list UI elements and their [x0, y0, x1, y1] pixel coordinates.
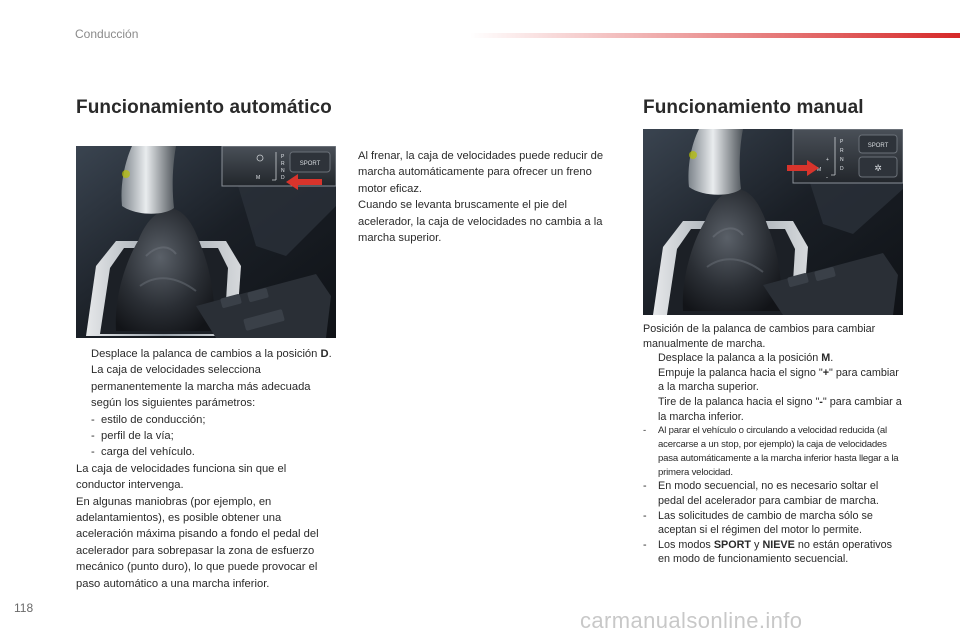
auto-paragraph-1: La caja de velocidades funciona sin que el conductor intervenga.	[76, 462, 287, 492]
auto-line-2: permanentemente la marcha más adecuada	[91, 380, 311, 393]
sport-label-manual: SPORT	[867, 143, 889, 149]
gear-label-p: P	[281, 154, 285, 160]
minus-label: -	[826, 175, 828, 181]
braking-text-column	[358, 148, 620, 246]
gear-label-n-manual: N	[840, 157, 844, 163]
gear-label-n: N	[281, 168, 285, 174]
page-number: 118	[14, 601, 34, 615]
gear-label-m-manual: M	[817, 167, 822, 173]
gear-label-r-manual: R	[840, 148, 844, 154]
dash-item: - En modo secuencial, no es necesario soltar el pedal del acelerador para cambiar de marcha.	[643, 480, 879, 507]
manual-text-column	[643, 322, 905, 567]
auto-line-3: según los siguientes parámetros:	[91, 397, 256, 410]
bullet-item: Desplace la palanca de cambios a la posición D.	[91, 348, 332, 360]
param-item: - carga del vehículo.	[91, 446, 195, 459]
manual-heading: Funcionamiento manual	[643, 97, 864, 118]
dash-item: - Los modos SPORT y NIEVE no están operativos en modo de funcionamiento secuencial.	[643, 538, 893, 566]
auto-line-1: La caja de velocidades selecciona	[91, 364, 261, 377]
gear-label-d-manual: D	[840, 166, 844, 172]
gear-label-d: D	[281, 175, 285, 181]
snow-icon: ✲	[874, 164, 882, 174]
auto-heading: Funcionamiento automático	[76, 97, 332, 118]
bullet-item: Desplace la palanca a la posición M.	[658, 352, 834, 365]
param-item: - perfil de la vía;	[91, 430, 174, 443]
gear-label-p-manual: P	[840, 139, 844, 145]
gear-label-r: R	[281, 161, 285, 167]
gear-lever-photo-auto	[76, 146, 336, 338]
sport-label: SPORT	[299, 161, 321, 167]
bullet-item: Tire de la palanca hacia el signo "-" para cambiar a la marcha inferior.	[658, 395, 902, 423]
auto-paragraph-2: En algunas maniobras (por ejemplo, en adelantamientos), es posible obtener una aceleración máxima pisando a fondo el pedal del acelerador para sobrepasar la zona de esfuerzo mecánico (punto duro), lo que puede provocar el paso automático a una marcha inferior.	[76, 495, 319, 590]
dash-item: - Las solicitudes de cambio de marcha sólo se aceptan si el régimen del motor lo permite.	[643, 509, 873, 537]
bullet-item: Empuje la palanca hacia el signo "+" para cambiar a la marcha superior.	[658, 366, 899, 394]
auto-paragraph-4: Cuando se levanta bruscamente el pie del acelerador, la caja de velocidades no cambia a la marcha superior.	[358, 199, 603, 245]
param-item: - estilo de conducción;	[91, 413, 206, 426]
watermark: carmanualsonline.info	[580, 608, 803, 633]
header-accent-line	[470, 33, 960, 38]
manual-intro: Posición de la palanca de cambios para cambiar manualmente de marcha.	[643, 323, 876, 350]
section-title: Conducción	[75, 27, 139, 41]
gear-label-m: M	[256, 175, 261, 181]
plus-label: +	[826, 157, 829, 163]
auto-text-column	[76, 346, 338, 592]
auto-paragraph-3: Al frenar, la caja de velocidades puede reducir de marcha automáticamente para ofrecer un freno motor eficaz.	[358, 150, 604, 195]
gear-lever-photo-manual	[643, 129, 903, 315]
dash-item: - Al parar el vehículo o circulando a velocidad reducida (al acercarse a un stop, por ejemplo) la caja de velocidades pasa automáticamente a la marcha inferior hasta llegar a la primera velocidad.	[643, 425, 899, 478]
